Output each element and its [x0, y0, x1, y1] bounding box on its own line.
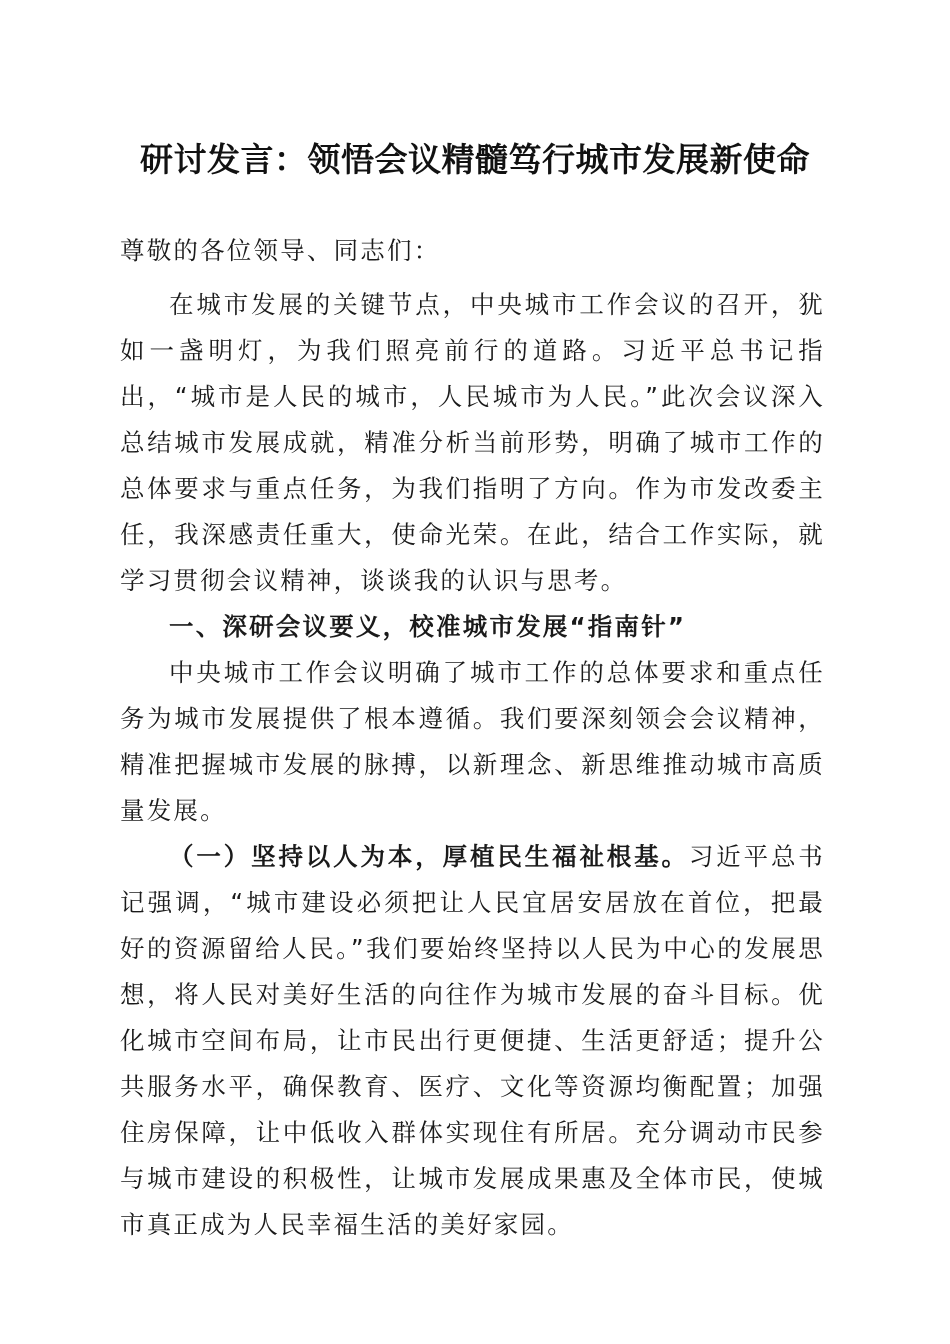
document-body [120, 228, 825, 1248]
subsection-paragraph [120, 834, 825, 1248]
document-title: 研讨发言：领悟会议精髓笃行城市发展新使命 [140, 140, 810, 179]
intro-paragraph: 在城市发展的关键节点，中央城市工作会议的召开，犹如一盏明灯，为我们照亮前行的道路。习近平总书记指出，“城市是人民的城市，人民城市为人民。”此次会议深入总结城市发展成就，精准分析当前形势，明确了城市工作的总体要求与重点任务，为我们指明了方向。作为市发改委主任，我深感责任重大，使命光荣。在此，结合工作实际，就学习贯彻会议精神，谈谈我的认识与思考。 [120, 290, 825, 595]
section-paragraph: 中央城市工作会议明确了城市工作的总体要求和重点任务为城市发展提供了根本遵循。我们要深刻领会会议精神，精准把握城市发展的脉搏，以新理念、新思维推动城市高质量发展。 [120, 658, 825, 825]
section-heading: 一、深研会议要义，校准城市发展“指南针” [169, 612, 687, 641]
salutation: 尊敬的各位领导、同志们： [120, 236, 441, 265]
subsection-heading: （一）坚持以人为本，厚植民生福祉根基。 [169, 842, 689, 871]
subsection-body: 习近平总书记强调，“城市建设必须把让人民宜居安居放在首位，把最好的资源留给人民。”我们要始终坚持以人民为中心的发展思想，将人民对美好生活的向往作为城市发展的奋斗目标。优化城市空间布局，让市民出行更便捷、生活更舒适；提升公共服务水平，确保教育、医疗、文化等资源均衡配置；加强住房保障，让中低收入群体实现住有所居。充分调动市民参与城市建设的积极性，让城市发展成果惠及全体市民，使城市真正成为人民幸福生活的美好家园。 [120, 842, 826, 1239]
